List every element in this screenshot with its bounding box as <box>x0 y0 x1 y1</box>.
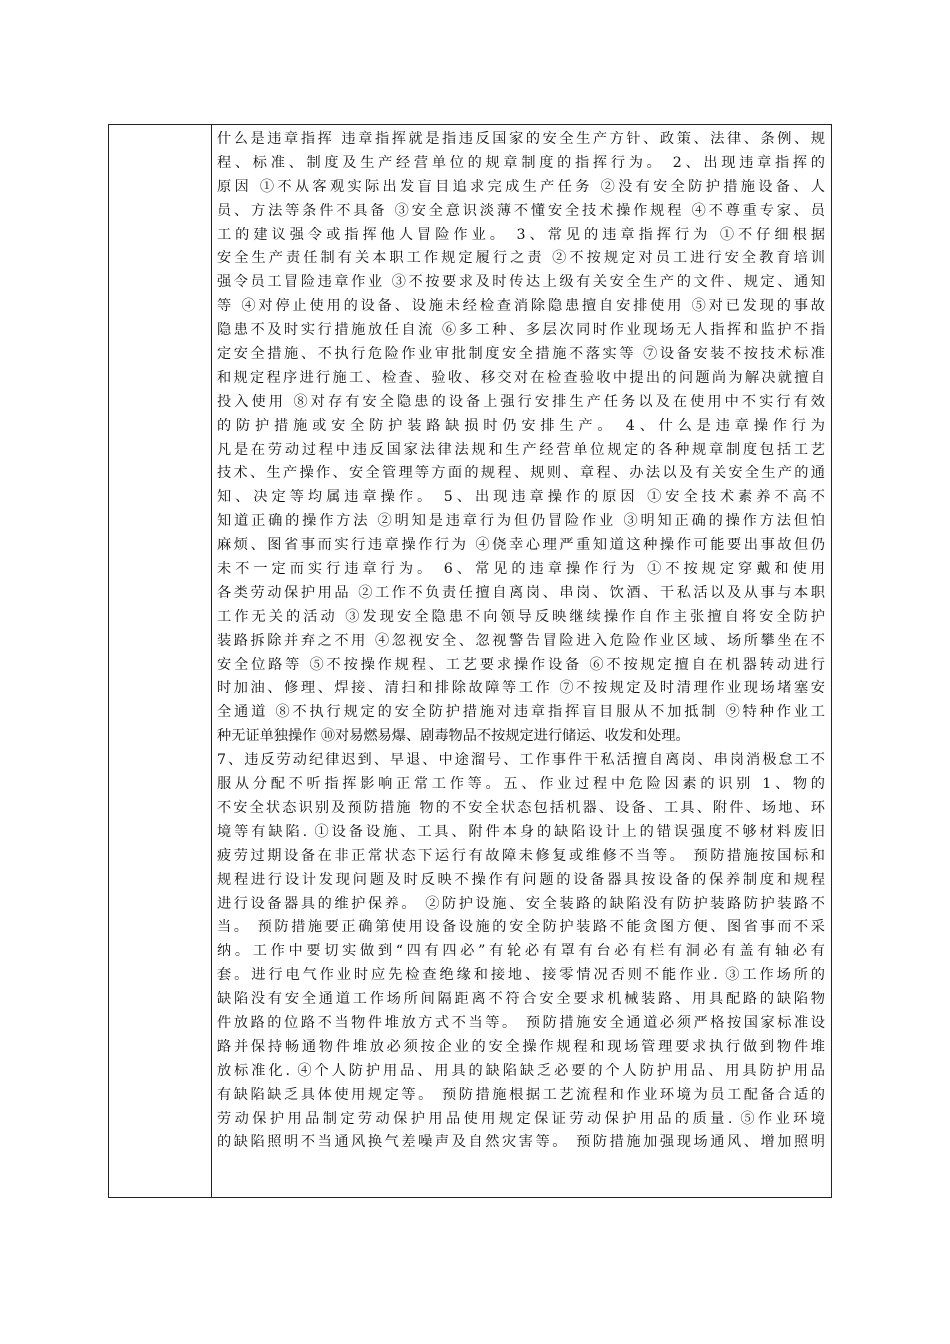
text-line: 当。 预防措施要正确第使用设备设施的安全防护装路不能贪图方便、图省事而不采 <box>217 919 825 936</box>
text-line <box>217 1155 825 1179</box>
text-line: 知、决定等均属违章操作。 5、出现违章操作的原因 ①安全技术素养不高不 <box>217 489 825 506</box>
text-line: 7、违反劳动纪律迟到、早退、中途溜号、工作事件干私活擅自离岗、串岗消极怠工不 <box>217 752 825 769</box>
text-line: 的防护措施或安全防护装路缺损时仍安排生产。 4、什么是违章操作行为 <box>217 417 825 434</box>
text-line: 套。进行电气作业时应先检查绝缘和接地、接零情况否则不能作业. ③工作场所的 <box>217 967 825 984</box>
text-line: 装路拆除并弃之不用 ④忽视安全、忽视警告冒险进入危险作业区域、场所攀坐在不 <box>217 632 825 649</box>
text-line: 隐患不及时实行措施放任自流 ⑥多工种、多层次同时作业现场无人指挥和监护不指 <box>217 322 825 339</box>
text-line: 的缺陷照明不当通风换气差噪声及自然灾害等。 预防措施加强现场通风、增加照明 <box>217 1134 825 1151</box>
text-line: 麻烦、图省事而实行违章操作行为 ④侥幸心理严重知道这种操作可能要出事故但仍 <box>217 537 825 554</box>
text-line: 等 ④对停止使用的设备、设施未经检查消除隐患擅自安排使用 ⑤对已发现的事故 <box>217 298 825 315</box>
text-line: 纳。工作中要切实做到“四有四必”有轮必有罩有台必有栏有洞必有盖有轴必有 <box>217 943 825 960</box>
text-line: 强令员工冒险违章作业 ③不按要求及时传达上级有关安全生产的文件、规定、通知 <box>217 274 825 291</box>
text-line: 知道正确的操作方法 ②明知是违章行为但仍冒险作业 ③明知正确的操作方法但怕 <box>217 513 825 530</box>
text-line: 未不一定而实行违章行为。 6、常见的违章操作行为 ①不按规定穿戴和使用 <box>217 561 825 578</box>
text-line: 安全生产责任制有关本职工作规定履行之责 ②不按规定对员工进行安全教育培训 <box>217 250 825 267</box>
text-line: 原因 ①不从客观实际出发盲目追求完成生产任务 ②没有安全防护措施设备、人 <box>217 178 825 195</box>
text-line: 程、标准、制度及生产经营单位的规章制度的指挥行为。 2、出现违章指挥的 <box>217 154 825 171</box>
text-line: 疲劳过期设备在非正常状态下运行有故障未修复或维修不当等。 预防措施按国标和 <box>217 847 825 864</box>
text-line: 和规定程序进行施工、检查、验收、移交对在检查验收中提出的问题尚为解决就擅自 <box>217 369 825 386</box>
text-line: 全通道 ⑧不执行规定的安全防护措施对违章指挥盲目服从不加抵制 ⑨特种作业工 <box>217 704 825 721</box>
text-line: 劳动保护用品制定劳动保护用品使用规定保证劳动保护用品的质量. ⑤作业环境 <box>217 1110 825 1127</box>
text-line: 凡是在劳动过程中违反国家法律法规和生产经营单位规定的各种规章制度包括工艺 <box>217 441 825 458</box>
content-table <box>108 124 832 1198</box>
table-content-cell <box>212 125 831 1197</box>
text-line: 规程进行设计发现问题及时反映不操作有问题的设备器具按设备的保养制度和规程 <box>217 871 825 888</box>
text-line: 时加油、修理、焊接、清扫和排除故障等工作 ⑦不按规定及时清理作业现场堵塞安 <box>217 680 825 697</box>
text-line: 投入使用 ⑧对存有安全隐患的设备上强行安排生产任务以及在使用中不实行有效 <box>217 393 825 410</box>
text-line: 路并保持畅通物件堆放必须按企业的安全操作规程和现场管理要求执行做到物件堆 <box>217 1038 825 1055</box>
text-line: 技术、生产操作、安全管理等方面的规程、规则、章程、办法以及有关安全生产的通 <box>217 465 825 482</box>
text-line: 定安全措施、不执行危险作业审批制度安全措施不落实等 ⑦设备安装不按技术标准 <box>217 346 825 363</box>
text-line: 各类劳动保护用品 ②工作不负责任擅自离岗、串岗、饮酒、干私活以及从事与本职 <box>217 584 825 601</box>
text-line: 放标准化. ④个人防护用品、用具的缺陷缺乏必要的个人防护用品、用具防护用品 <box>217 1062 825 1079</box>
text-line: 工作无关的活动 ③发现安全隐患不向领导反映继续操作自作主张擅自将安全防护 <box>217 608 825 625</box>
text-line: 什么是违章指挥 违章指挥就是指违反国家的安全生产方针、政策、法律、条例、规 <box>217 131 825 147</box>
text-line: 种无证单独操作 ⑩对易燃易爆、剧毒物品不按规定进行储运、收发和处理。 <box>217 728 690 745</box>
text-line: 境等有缺陷. ①设备设施、工具、附件本身的缺陷设计上的错误强度不够材料废旧 <box>217 823 825 840</box>
text-line: 缺陷没有安全通道工作场所间隔距离不符合安全要求机械装路、用具配路的缺陷物 <box>217 991 825 1008</box>
text-line: 有缺陷缺乏具体使用规定等。 预防措施根据工艺流程和作业环境为员工配备合适的 <box>217 1086 825 1103</box>
text-line: 件放路的位路不当物件堆放方式不当等。 预防措施安全通道必须严格按国家标准设 <box>217 1014 825 1031</box>
text-line: 不安全状态识别及预防措施 物的不安全状态包括机器、设备、工具、附件、场地、环 <box>217 799 825 816</box>
text-line: 服从分配不听指挥影响正常工作等。五、作业过程中危险因素的识别 1、物的 <box>217 776 825 793</box>
text-line: 工的建议强令或指挥他人冒险作业。 3、常见的违章指挥行为 ①不仔细根据 <box>217 226 825 243</box>
text-line: 员、方法等条件不具备 ③安全意识淡薄不懂安全技术操作规程 ④不尊重专家、员 <box>217 202 825 219</box>
table-label-cell <box>109 125 212 1197</box>
text-line: 进行设备器具的维护保养。 ②防护设施、安全装路的缺陷没有防护装路防护装路不 <box>217 895 825 912</box>
text-line: 安全位路等 ⑤不按操作规程、工艺要求操作设备 ⑥不按规定擅自在机器转动进行 <box>217 656 825 673</box>
